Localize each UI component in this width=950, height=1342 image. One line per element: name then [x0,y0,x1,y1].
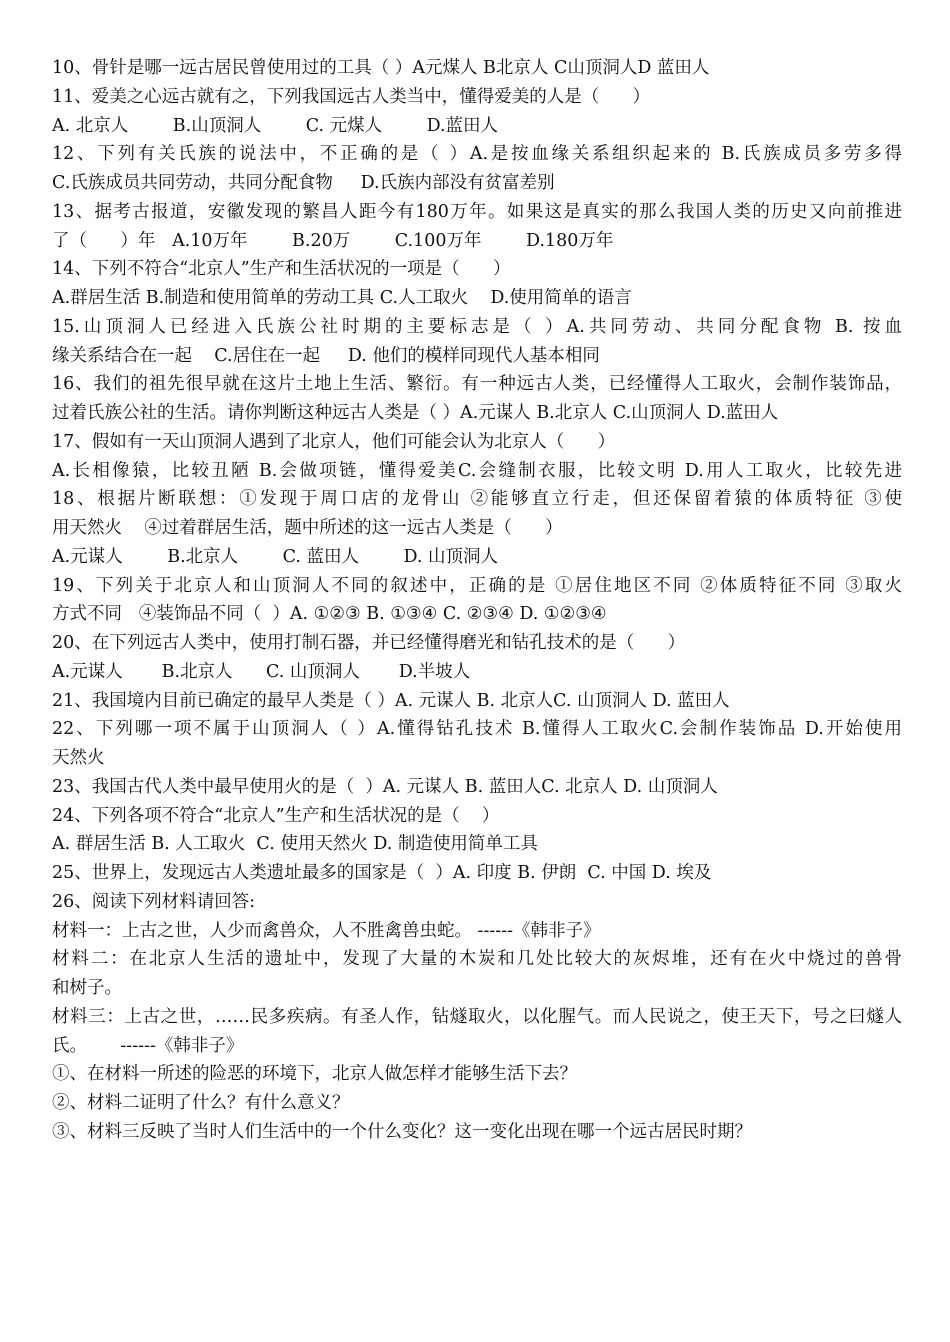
q24-stem: 24、下列各项不符合“北京人”生产和生活状况的是（ ） [52,805,500,826]
q12-options: C.氏族成员共同劳动，共同分配食物 D.氏族内部没有贫富差别 [52,173,555,193]
material-2-cont: 和树子。 [52,978,122,998]
q13-options: 了（ ）年 A.10万年 B.20万 C.100万年 D.180万年 [52,230,614,251]
q20-options: A.元谋人 B.北京人 C. 山顶洞人 D.半坡人 [52,661,471,682]
q23-line: 23、我国古代人类中最早使用火的是（ ）A. 元谋人 B. 蓝田人C. 北京人 D. 山顶洞人 [52,776,718,797]
q13-stem: 13、据考古报道，安徽发现的繁昌人距今有180万年。如果这是真实的那么我国人类的历史又向前推进 [52,201,902,222]
q26-sub-2: ②、材料二证明了什么？有什么意义？ [52,1093,350,1113]
q24-options: A. 群居生活 B. 人工取火 C. 使用天然火 D. 制造使用简单工具 [52,834,538,855]
q18-stem: 18、根据片断联想：①发现于周口店的龙骨山 ②能够直立行走，但还保留着猿的体质特征 ③使 [52,489,902,510]
q16-stem: 16、我们的祖先很早就在这片土地上生活、繁衍。有一种远古人类，已经懂得人工取火，会制作装饰品， [52,374,902,395]
q22-line-cont: 天然火 [52,748,105,768]
q25-line: 25、世界上，发现远古人类遗址最多的国家是（ ）A. 印度 B. 伊朗 C. 中国 D. 埃及 [52,863,712,883]
q10-line: 10、骨针是哪一远古居民曾使用过的工具（ ）A元煤人 B北京人 C山顶洞人D 蓝田人 [52,58,710,78]
exam-page [52,54,902,1147]
q17-options: A.长相像猿，比较丑陋 B.会做项链，懂得爱美C.会缝制衣服，比较文明 D.用人工取火，比较先进 [52,460,902,481]
q14-options: A.群居生活 B.制造和使用简单的劳动工具 C.人工取火 D.使用简单的语言 [52,288,632,308]
q14-stem: 14、下列不符合“北京人”生产和生活状况的一项是（ ） [52,259,511,280]
material-3: 材料三：上古之世，……民多疾病。有圣人作，钻燧取火，以化腥气。而人民说之，使王天下，号之曰燧人 [52,1006,902,1027]
q20-stem: 20、在下列远古人类中，使用打制石器，并已经懂得磨光和钻孔技术的是（ ） [52,633,686,653]
q12-stem: 12、下列有关氏族的说法中，不正确的是（ ）A.是按血缘关系组织起来的 B.氏族成员多劳多得 [52,144,902,165]
material-2: 材料二：在北京人生活的遗址中，发现了大量的木炭和几处比较大的灰烬堆，还有在火中烧过的兽骨 [52,949,902,970]
q26-sub-1: ①、在材料一所述的险恶的环境下，北京人做怎样才能够生活下去？ [52,1064,577,1085]
q26-heading: 26、阅读下列材料请回答: [52,891,256,912]
material-3-cont: 氏。 ------《韩非子》 [52,1035,244,1056]
q18-options: A.元谋人 B.北京人 C. 蓝田人 D. 山顶洞人 [52,546,499,567]
material-1: 材料一：上古之世，人少而禽兽众，人不胜禽兽虫蛇。 ------《韩非子》 [52,920,601,941]
q15-stem: 15.山顶洞人已经进入氏族公社时期的主要标志是（ ）A.共同劳动、共同分配食物 B. 按血 [52,316,902,337]
q15-options: 缘关系结合在一起 C.居住在一起 D. 他们的模样同现代人基本相同 [52,345,600,366]
q11-options: A. 北京人 B.山顶洞人 C. 元煤人 D.蓝田人 [52,115,499,136]
q19-options: 方式不同 ④装饰品不同（ ）A. ①②③ B. ①③④ C. ②③④ D. ①②③④ [52,604,607,625]
q16-options: 过着氏族公社的生活。请你判断这种远古人类是（ ）A.元谋人 B.北京人 C.山顶洞人 D.蓝田人 [52,403,779,423]
q17-stem: 17、假如有一天山顶洞人遇到了北京人，他们可能会认为北京人（ ） [52,431,616,452]
q26-sub-3: ③、材料三反映了当时人们生活中的一个什么变化？这一变化出现在哪一个远古居民时期？ [52,1121,752,1142]
q11-stem: 11、爱美之心远古就有之，下列我国远古人类当中，懂得爱美的人是（ ） [52,86,651,107]
q19-stem: 19、下列关于北京人和山顶洞人不同的叙述中，正确的是 ①居住地区不同 ②体质特征不同 ③取火 [52,575,902,596]
q22-line: 22、下列哪一项不属于山顶洞人（ ）A.懂得钻孔技术 B.懂得人工取火C.会制作装饰品 D.开始使用 [52,719,902,740]
q18-stem-cont: 用天然火 ④过着群居生活，题中所述的这一远古人类是（ ） [52,518,563,538]
q21-line: 21、我国境内目前已确定的最早人类是（ ）A. 元谋人 B. 北京人C. 山顶洞人 D. 蓝田人 [52,690,730,711]
